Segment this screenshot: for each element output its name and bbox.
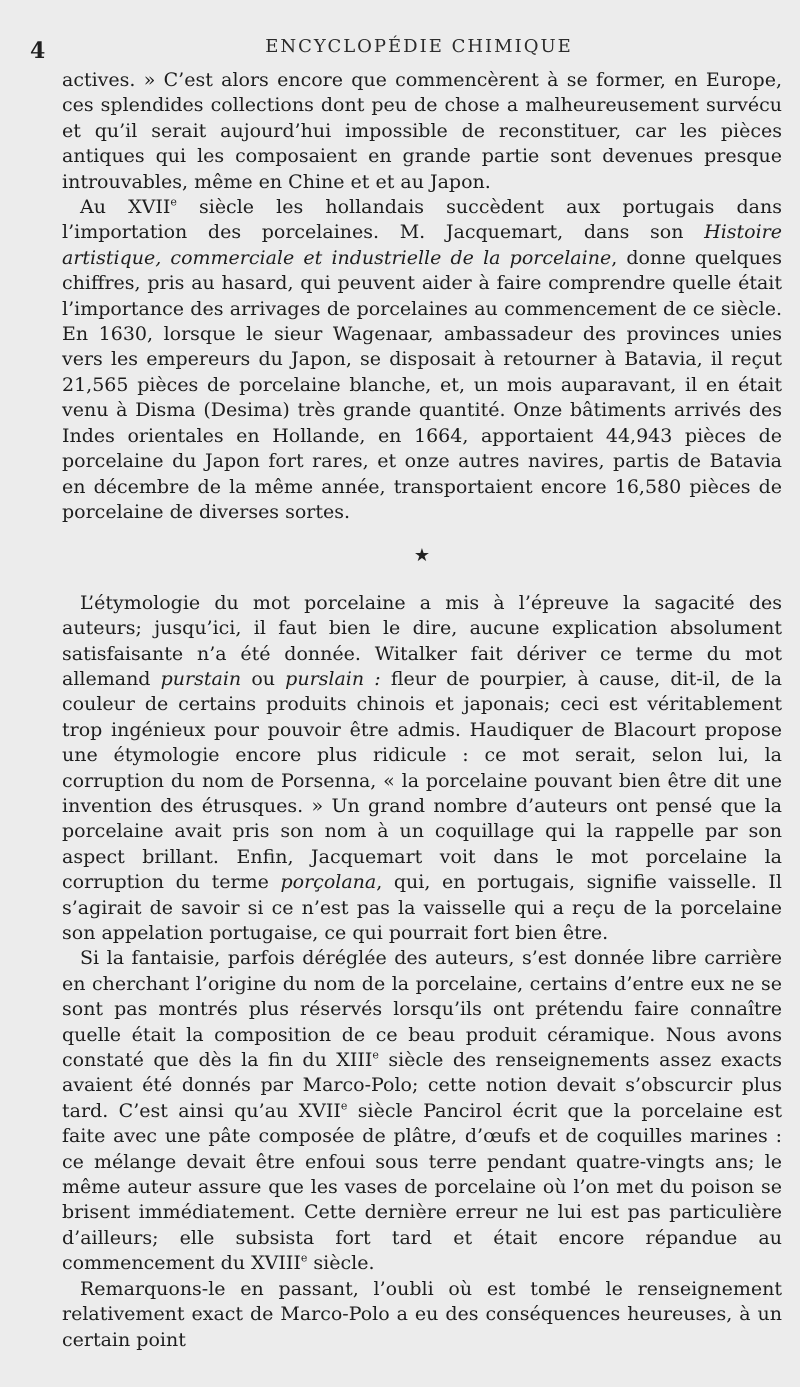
body-text: [62, 68, 782, 1353]
paragraph-5: Remarquons-le en passant, l’oubli où est tombé le renseignement relativement exact de Marco-Polo a eu des conséquences heureuses, à un certain point: [62, 1277, 782, 1351]
text-span: siècle Pancirol écrit que la porcelaine est faite avec une pâte composée de plâtre, d’œufs et de coquilles marines : ce mélange devait être enfoui sous terre pendant quatre-vingts ans; le même auteur assure que les vases de porcelaine où l’on met du poison se brisent immédiatement. Cette dernière erreur ne lui est pas particulière d’ailleurs; elle subsista fort tard et était encore répandue au commencement du XVIII: [62, 1099, 782, 1275]
book-title: Histoire artistique, commerciale et industrielle de la porcelaine: [62, 221, 782, 269]
italic-term: porçolana: [280, 871, 377, 894]
superscript: e: [300, 1251, 308, 1265]
italic-term: purslain :: [285, 667, 381, 690]
superscript: e: [340, 1099, 348, 1113]
text-span: siècle des renseignements assez exacts avaient été donnés par Marco-Polo; cette notion devait s’obscurcir plus tard. C’est ainsi qu’au XVII: [62, 1049, 782, 1122]
text-span: L’étymologie du mot porcelaine a mis à l’épreuve la sagacité des auteurs; jusqu’ici, il faut bien le dire, aucune explication absolument satisfaisante n’a été donnée. Witalker fait dériver ce terme du mot allemand: [62, 591, 782, 690]
paragraph-2: [62, 195, 782, 525]
paragraph-1: actives. » C’est alors encore que commencèrent à se former, en Europe, ces splendides collections dont peu de chose a malheureusement survécu et qu’il serait aujourd’hui impossible de reconstituer, car les pièces antiques qui les composaient en grande partie sont devenues presque introuvables, même en Chine et et au Japon.: [62, 69, 782, 193]
text-span: , qui, en portugais, signifie vaisselle. Il s’agirait de savoir si ce n’est pas la vaisselle qui a reçu de la porcelaine son appelation portugaise, ce qui pourrait fort bien être.: [62, 871, 782, 944]
paragraph-4: [62, 946, 782, 1276]
text-span: , donne quelques chiffres, pris au hasard, qui peuvent aider à faire comprendre quelle était l’importance des arrivages de porcelaines au commencement de ce siècle. En 1630, lorsque le sieur Wagenaar, ambassadeur des provinces unies vers les empereurs du Japon, se disposait à retourner à Batavia, il reçut 21,565 pièces de porcelaine blanche, et, un mois auparavant, il en était venu à Disma (Desima) très grande quantité. Onze bâtiments arrivés des Indes orientales en Hollande, en 1664, apportaient 44,943 pièces de porcelaine du Japon fort rares, et onze autres navires, partis de Batavia en décembre de la même année, transportaient encore 16,580 pièces de porcelaine de diverses sortes.: [62, 246, 782, 523]
superscript: e: [372, 1048, 379, 1062]
superscript: e: [170, 195, 177, 209]
text-span: siècle.: [307, 1252, 375, 1275]
paragraph-3: [62, 591, 782, 947]
text-span: fleur de pourpier, à cause, dit-il, de la couleur de certains produits chinois et japonais; ceci est véritablement trop ingénieux pour pouvoir être admis. Haudiquer de Blacourt propose une étymologie encore plus ridicule : ce mot serait, selon lui, la corruption du nom de Porsenna, « la porcelaine pouvant bien être dit une invention des étrusques. » Un grand nombre d’auteurs ont pensé que la porcelaine avait pris son nom à un coquillage qui la rappelle par son aspect brillant. Enfin, Jacquemart voit dans le mot porcelaine la corruption du terme: [62, 667, 782, 894]
text-span: siècle les hollandais succèdent aux portugais dans l’importation des porcelaines. M. Jacquemart, dans son: [62, 196, 782, 244]
running-title: ENCYCLOPÉDIE CHIMIQUE: [265, 36, 573, 57]
section-separator-star: ★: [413, 545, 431, 567]
page-header: [30, 30, 782, 64]
text-span: Au XVII: [80, 196, 171, 219]
text-span: Si la fantaisie, parfois déréglée des auteurs, s’est donnée libre carrière en cherchant l’origine du nom de la porcelaine, certains d’entre eux ne se sont pas montrés plus réservés lorsqu’ils ont prétendu faire connaître quelle était la composition de ce beau produit céramique. Nous avons constaté que dès la fin du XIII: [62, 947, 782, 1072]
italic-term: purstain: [160, 667, 242, 690]
text-span: ou: [241, 667, 286, 690]
page-number: 4: [30, 38, 46, 64]
